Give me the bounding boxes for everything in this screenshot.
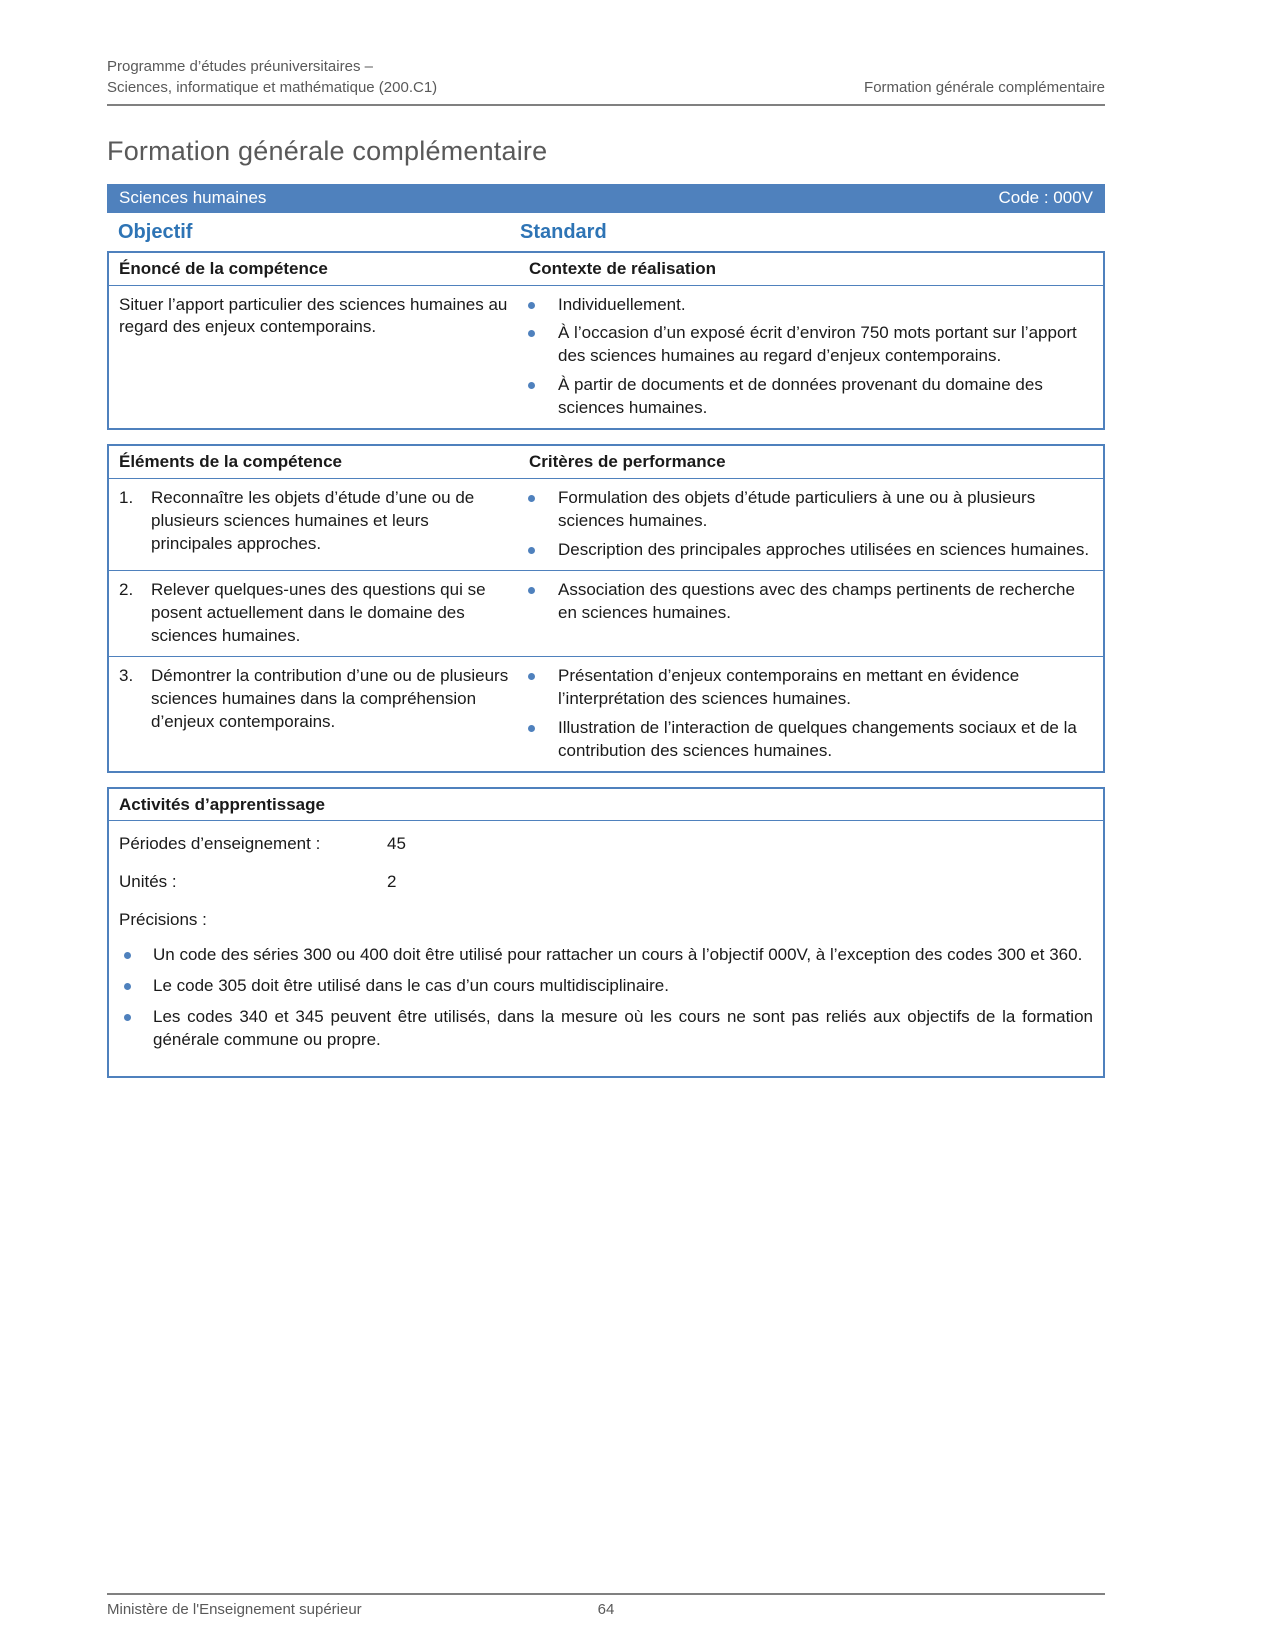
list-item-text: À l’occasion d’un exposé écrit d’environ 750 mots portant sur l’apport des sciences humaines au regard d’enjeux contemporains. xyxy=(558,323,1077,366)
list-item xyxy=(522,487,1093,533)
list-item-text: Un code des séries 300 ou 400 doit être utilisé pour rattacher un cours à l’objectif 000V, à l’exception des codes 300 et 360. xyxy=(153,945,1083,965)
bullet-icon xyxy=(528,725,535,732)
table-row xyxy=(109,479,1103,570)
table1-body-row xyxy=(109,286,1103,429)
list-item xyxy=(522,539,1093,562)
bullet-icon xyxy=(124,1014,131,1021)
list-item xyxy=(522,665,1093,711)
page-title: Formation générale complémentaire xyxy=(107,135,548,166)
subject-banner xyxy=(107,184,1105,213)
list-item xyxy=(522,294,1093,317)
precisions-bullet-list xyxy=(119,944,1093,1052)
banner-subject-label: Sciences humaines xyxy=(119,188,267,208)
table2-right-header: Critères de performance xyxy=(529,452,726,472)
list-item xyxy=(522,374,1093,420)
bullet-icon xyxy=(528,547,535,554)
element-text: Démontrer la contribution d’une ou de plusieurs sciences humaines dans la compréhension d’enjeux contemporains. xyxy=(151,665,509,731)
bullet-icon xyxy=(124,983,131,990)
elements-criteria-table xyxy=(107,444,1105,772)
list-item xyxy=(522,717,1093,763)
table-row xyxy=(109,570,1103,656)
context-bullet-list xyxy=(519,286,1103,429)
bullet-icon xyxy=(528,330,535,337)
column-header-objectif: Objectif xyxy=(118,220,193,243)
element-item xyxy=(109,657,519,771)
header-section-label: Formation générale complémentaire xyxy=(864,79,1105,97)
table-row xyxy=(109,656,1103,771)
list-item-text: Individuellement. xyxy=(558,294,686,314)
element-text: Reconnaître les objets d’étude d’une ou de plusieurs sciences humaines et leurs principales approches. xyxy=(151,488,475,554)
list-item xyxy=(119,975,1093,998)
bullet-icon xyxy=(528,495,535,502)
header-program-line1: Programme d’études préuniversitaires – xyxy=(107,58,373,75)
field-unites xyxy=(119,871,1093,894)
element-number: 3. xyxy=(119,665,134,685)
page-footer xyxy=(107,1593,1105,1618)
footer-rule xyxy=(107,1593,1105,1595)
table1-header-row xyxy=(109,253,1103,286)
document-content xyxy=(107,0,1105,1092)
field-label: Périodes d’enseignement : xyxy=(119,834,321,854)
list-item xyxy=(522,579,1093,625)
table1-right-header: Contexte de réalisation xyxy=(529,258,717,278)
table1-left-header: Énoncé de la compétence xyxy=(119,258,328,278)
list-item-text: À partir de documents et de données provenant du domaine des sciences humaines. xyxy=(558,375,1043,418)
bullet-icon xyxy=(528,587,535,594)
field-label: Unités : xyxy=(119,872,177,892)
bullet-icon xyxy=(528,673,535,680)
field-periodes xyxy=(119,833,1093,856)
list-item-text: Description des principales approches utilisées en sciences humaines. xyxy=(558,540,1090,560)
bullet-icon xyxy=(124,952,131,959)
header-rule xyxy=(107,104,1105,106)
list-item-text: Les codes 340 et 345 peuvent être utilisés, dans la mesure où les cours ne sont pas reliés aux objectifs de la formation générale commune ou propre. xyxy=(153,1007,1093,1050)
column-headers xyxy=(107,213,1105,251)
criteria-bullet-list xyxy=(519,479,1103,570)
table2-left-header: Éléments de la compétence xyxy=(119,452,342,472)
list-item-text: Formulation des objets d’étude particuliers à une ou à plusieurs sciences humaines. xyxy=(558,488,1036,531)
page-number: 64 xyxy=(597,1601,615,1618)
list-item-text: Présentation d’enjeux contemporains en mettant en évidence l’interprétation des sciences humaines. xyxy=(558,665,1020,708)
table3-body xyxy=(109,821,1103,1076)
list-item xyxy=(522,322,1093,368)
table3-header-row xyxy=(109,789,1103,822)
field-value: 45 xyxy=(387,834,406,854)
footer-row xyxy=(107,1601,1105,1618)
competence-statement: Situer l’apport particulier des sciences humaines au regard des enjeux contemporains. xyxy=(119,294,508,337)
criteria-bullet-list xyxy=(519,571,1103,656)
element-text: Relever quelques-unes des questions qui se posent actuellement dans le domaine des sciences humaines. xyxy=(151,579,486,645)
list-item-text: Le code 305 doit être utilisé dans le cas d’un cours multidisciplinaire. xyxy=(153,976,669,996)
criteria-bullet-list xyxy=(519,657,1103,771)
field-value: 2 xyxy=(387,872,397,892)
list-item-text: Association des questions avec des champs pertinents de recherche en sciences humaines. xyxy=(558,579,1075,622)
table2-header-row xyxy=(109,446,1103,479)
competence-context-table xyxy=(107,251,1105,431)
header-program-line2: Sciences, informatique et mathématique (200.C1) xyxy=(107,79,438,97)
element-number: 2. xyxy=(119,579,134,599)
element-item xyxy=(109,479,519,570)
list-item-text: Illustration de l’interaction de quelques changements sociaux et de la contribution des sciences humaines. xyxy=(558,717,1077,760)
learning-activities-table xyxy=(107,787,1105,1079)
bullet-icon xyxy=(528,382,535,389)
footer-ministry-label: Ministère de l'Enseignement supérieur xyxy=(107,1601,362,1618)
element-number: 1. xyxy=(119,488,134,508)
precisions-label: Précisions : xyxy=(119,910,207,930)
column-header-standard: Standard xyxy=(520,220,607,243)
list-item xyxy=(119,944,1093,967)
bullet-icon xyxy=(528,302,535,309)
banner-code-label: Code : 000V xyxy=(998,188,1093,208)
list-item xyxy=(119,1006,1093,1052)
element-item xyxy=(109,571,519,656)
header-program-block xyxy=(107,56,437,99)
table3-header: Activités d’apprentissage xyxy=(119,794,325,814)
page-header xyxy=(107,0,1105,99)
